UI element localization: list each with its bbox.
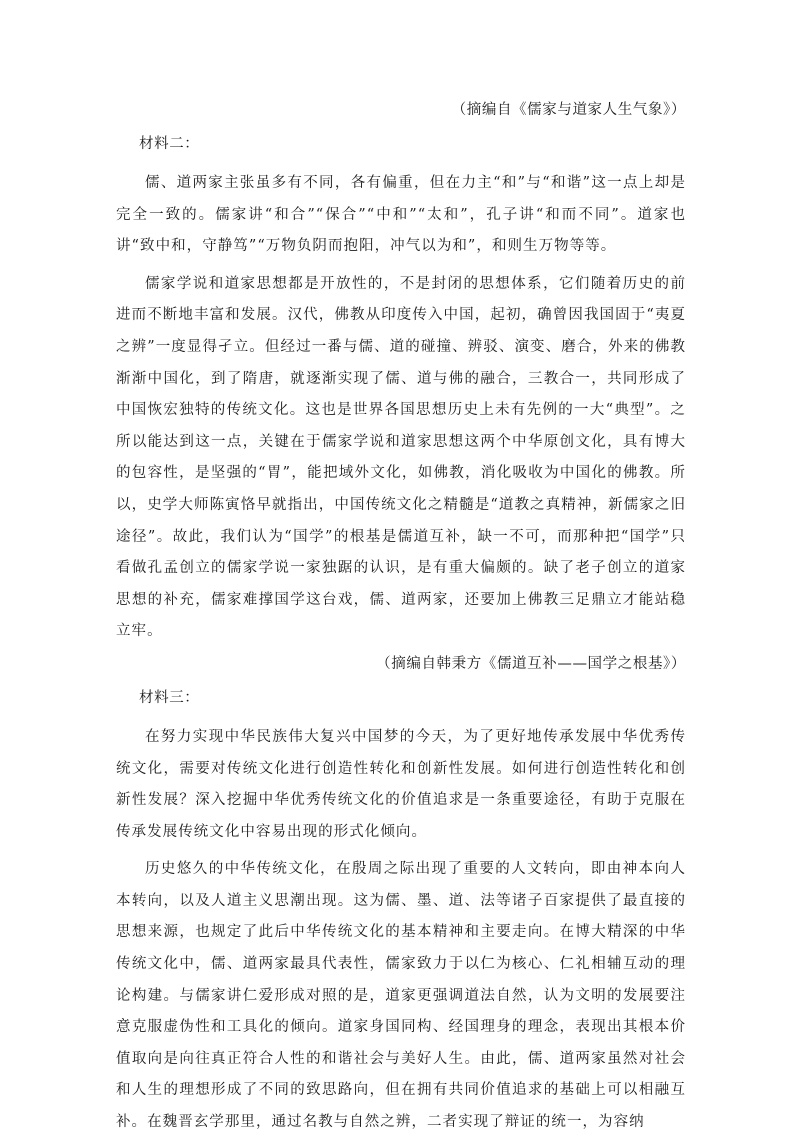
- paragraph-3: 在努力实现中华民族伟大复兴中国梦的今天，为了更好地传承发展中华优秀传统文化，需要对传统文化进行创造性转化和创新性发展。如何进行创造性转化和创新性发展？深入挖掘中华优秀传统文化的价值追求是一条重要途径，有助于克服在传承发展传统文化中容易出现的形式化倾向。: [116, 728, 686, 840]
- paragraph-1: 儒、道两家主张虽多有不同，各有偏重，但在力主“和”与“和谐”这一点上却是完全一致的。儒家讲“和合”“保合”“中和”“太和”，孔子讲“和而不同”。道家也讲“致中和，守静笃”“万物负阴而抱阳，冲气以为和”，和则生万物等等。: [116, 175, 686, 255]
- source-citation-2: （摘编自韩秉方《儒道互补——国学之根基》）: [376, 655, 686, 672]
- paragraph-4: 历史悠久的中华传统文化，在殷周之际出现了重要的人文转向，即由神本向人本转向，以及人道主义思潮出现。这为儒、墨、道、法等诸子百家提供了最直接的思想来源，也规定了此后中华传统文化的基本精神和主要走向。在博大精深的中华传统文化中，儒、道两家最具代表性，儒家致力于以仁为核心、仁礼相辅互动的理论构建。与儒家讲仁爱形成对照的是，道家更强调道法自然，认为文明的发展要注意克服虚伪性和工具化的倾向。道家身国同构、经国理身的理念，表现出其根本价值取向是向往真正符合人性的和谐社会与美好人生。由此，儒、道两家虽然对社会和人生的理想形成了不同的致思路向，但在拥有共同价值追求的基础上可以相融互补。在魏晋玄学那里，通过名教与自然之辨，二者实现了辩证的统一，为容纳: [116, 861, 686, 1131]
- paragraph-2: 儒家学说和道家思想都是开放性的，不是封闭的思想体系，它们随着历史的前进而不断地丰富和发展。汉代，佛教从印度传入中国，起初，确曾因我国固于“夷夏之辨”一度显得孑立。但经过一番与儒、道的碰撞、辨驳、演变、磨合，外来的佛教渐渐中国化，到了隋唐，就逐渐实现了儒、道与佛的融合，三教合一，共同形成了中国恢宏独特的传统文化。这也是世界各国思想历史上未有先例的一大“典型”。之所以能达到这一点，关键在于儒家学说和道家思想这两个中华原创文化，具有博大的包容性，是坚强的“胃”，能把域外文化，如佛教，消化吸收为中国化的佛教。所以，史学大师陈寅恪早就指出，中国传统文化之精髓是“道教之真精神，新儒家之旧途径”。故此，我们认为“国学”的根基是儒道互补，缺一不可，而那种把“国学”只看做孔孟创立的儒家学说一家独踞的认识，是有重大偏颇的。缺了老子创立的道家思想的补充，儒家难撑国学这台戏，儒、道两家，还要加上佛教三足鼎立才能站稳立牢。: [116, 275, 686, 640]
- document-page: [116, 98, 686, 1139]
- source-citation-1: （摘编自《儒家与道家人生气象》）: [451, 102, 686, 118]
- section-label-material-3: 材料三：: [139, 689, 200, 706]
- section-label-material-2: 材料二：: [139, 136, 200, 152]
